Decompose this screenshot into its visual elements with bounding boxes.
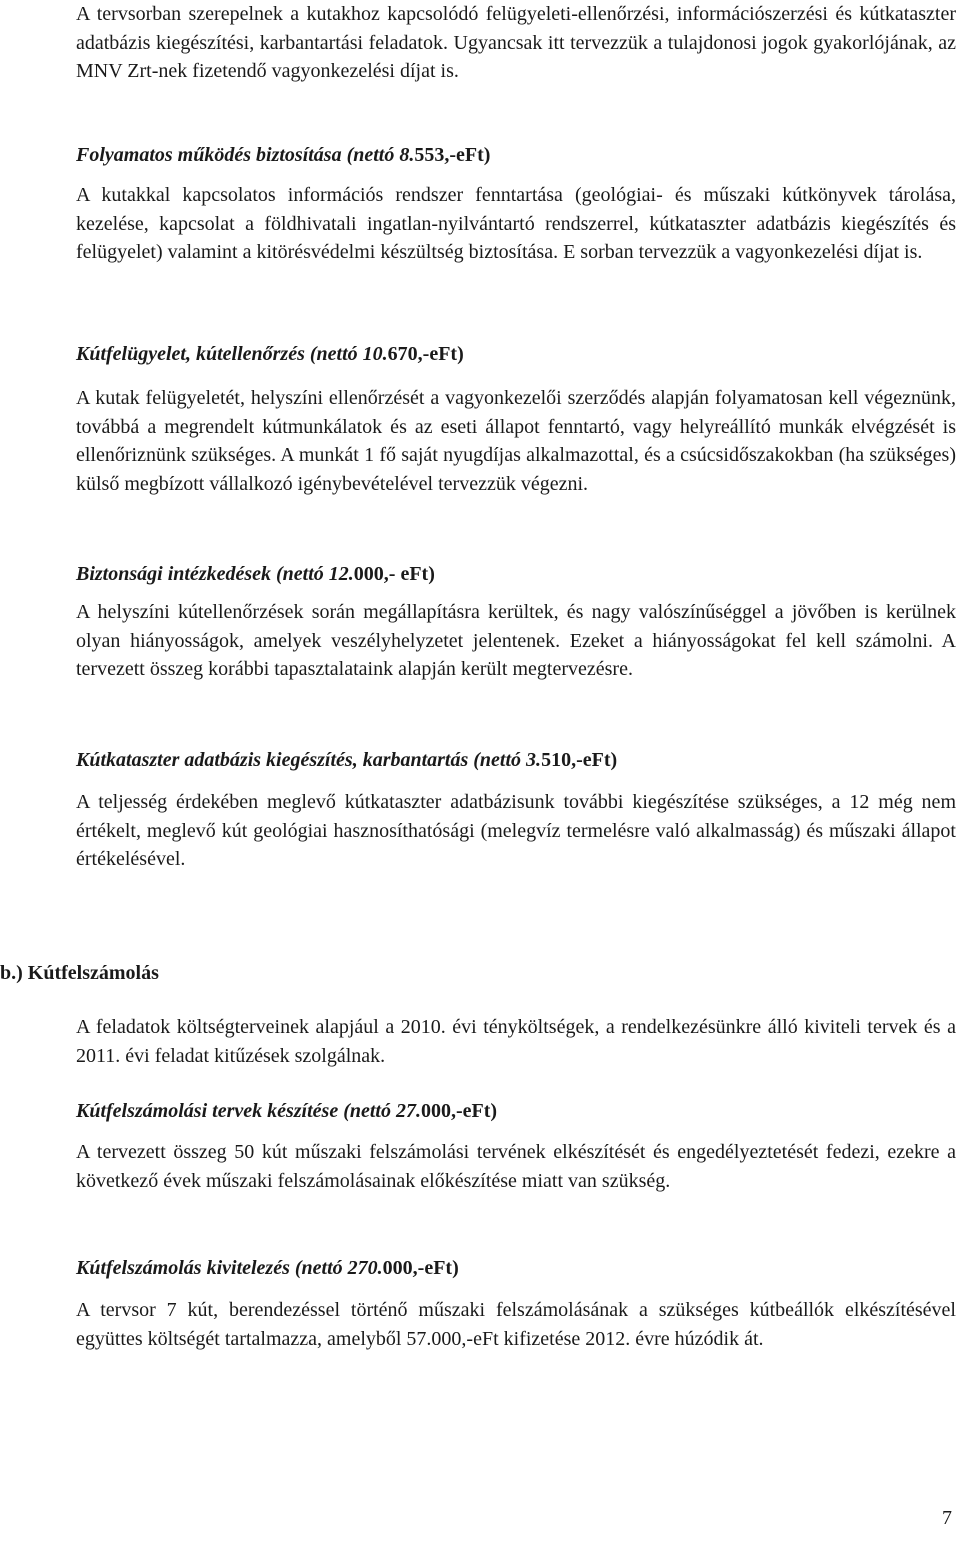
heading-title: Kútfelszámolás kivitelezés (nettó 270. [76, 1257, 383, 1279]
page-number: 7 [942, 1507, 952, 1529]
paragraph-teljesseg: A teljesség érdekében meglevő kútkataszter adatbázisunk további kiegészítése szükséges, a 12 még nem értékelt, meglevő kút geológiai hasznosíthatósági (melegvíz termelésre való alkalmasság) és műszaki állapot értékelésével. [76, 791, 956, 870]
heading-amount: 000,- eFt) [353, 563, 435, 585]
section-heading-kutfelszamolas: b.) Kútfelszámolás [0, 962, 159, 984]
heading-amount: 000,-eFt) [420, 1100, 498, 1122]
paragraph-kutak-felugyelete: A kutak felügyeletét, helyszíni ellenőrzését a vagyonkezelői szerződés alapján folyamatosan kell végeznünk, továbbá a megrendelt kútmunkálatok és az eseti állapot fenntartó, vagy helyreállító munkák elvégzését is ellenőriznünk szükséges. A munkát 1 fő saját nyugdíjas alkalmazottal, és a csúcsidőszakokban (ha szükséges) külső megbízott vállalkozó igénybevételével tervezzük végezni. [76, 387, 956, 495]
heading-title: Biztonsági intézkedések (nettó 12. [76, 563, 354, 585]
heading-kutfelszamolas-kivitelezes [76, 1254, 956, 1282]
heading-kutfelugyelet [76, 340, 956, 368]
heading-amount: 000,-eFt) [382, 1257, 459, 1279]
paragraph-tervezett-osszeg: A tervezett összeg 50 kút műszaki felszámolási tervének elkészítését és engedélyeztetését fedezi, ezekre a következő évek műszaki felszámolásainak előkészítése miatt van szükség. [76, 1141, 956, 1192]
paragraph-tervsor: A tervsor 7 kút, berendezéssel történő műszaki felszámolásának a szükséges kútbeállók elkészítésével együttes költségét tartalmazza, amelyből 57.000,-eFt kifizetése 2012. évre húzódik át. [76, 1299, 956, 1350]
paragraph-helyszini-ellenorzesek: A helyszíni kútellenőrzések során megállapításra kerültek, és nagy valószínűséggel a jövőben is kerülnek olyan hiányosságok, amelyek veszélyhelyzetet jelentenek. Ezeket a hiányosságokat fel kell számolni. A tervezett összeg korábbi tapasztalataink alapján került megtervezésre. [76, 601, 956, 680]
heading-kutkataszter [76, 746, 956, 774]
heading-title: Kútkataszter adatbázis kiegészítés, karbantartás (nettó 3. [76, 749, 542, 771]
heading-folyamatos-mukodes [76, 141, 956, 169]
heading-amount: 553,-eFt) [414, 144, 491, 166]
heading-amount: 510,-eFt) [541, 749, 618, 771]
paragraph-informacios-rendszer: A kutakkal kapcsolatos információs rendszer fenntartása (geológiai- és műszaki kútkönyvek tárolása, kezelése, kapcsolat a földhivatali ingatlan-nyilvántartó rendszerrel, kútkataszter adatbázis kiegészítés és felügyelet) valamint a kitörésvédelmi készültség biztosítása. E sorban tervezzük a vagyonkezelési díjat is. [76, 184, 956, 263]
paragraph-koltsegtervek: A feladatok költségterveinek alapjául a 2010. évi tényköltségek, a rendelkezésünkre álló kiviteli tervek és a 2011. évi feladat kitűzések szolgálnak. [76, 1016, 956, 1067]
heading-biztonsagi-intezkedesek [76, 560, 956, 588]
heading-title: Kútfelszámolási tervek készítése (nettó 27. [76, 1100, 421, 1122]
heading-amount: 670,-eFt) [387, 343, 464, 365]
heading-kutfelszamolasi-tervek [76, 1097, 956, 1125]
intro-paragraph: A tervsorban szerepelnek a kutakhoz kapcsolódó felügyeleti-ellenőrzési, információszerzési és kútkataszter adatbázis kiegészítési, karbantartási feladatok. Ugyancsak itt tervezzük a tulajdonosi jogok gyakorlójának, az MNV Zrt-nek fizetendő vagyonkezelési díjat is. [76, 3, 956, 82]
heading-title: Folyamatos működés biztosítása (nettó 8. [76, 144, 415, 166]
heading-title: Kútfelügyelet, kútellenőrzés (nettó 10. [76, 343, 388, 365]
